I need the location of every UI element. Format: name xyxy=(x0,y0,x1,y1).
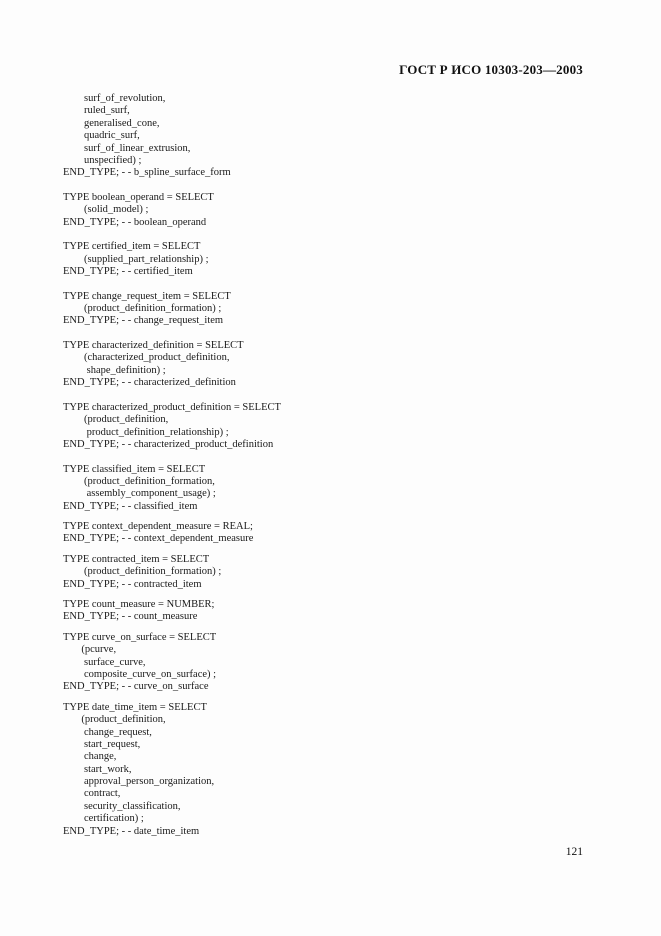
code-line: TYPE date_time_item = SELECT xyxy=(63,701,207,713)
code-line: END_TYPE; - - characterized_product_definition xyxy=(63,438,274,450)
code-line: TYPE context_dependent_measure = REAL; xyxy=(63,521,253,533)
code-line: (product_definition, xyxy=(63,714,166,726)
code-line: END_TYPE; - - change_request_item xyxy=(63,315,224,327)
code-line: END_TYPE; - - certified_item xyxy=(63,266,193,278)
code-block-b-spline-surface-form xyxy=(63,93,603,180)
code-block-contracted-item xyxy=(63,554,603,591)
code-block-characterized-definition xyxy=(63,340,603,390)
code-line: END_TYPE; - - count_measure xyxy=(63,611,198,623)
code-line: TYPE count_measure = NUMBER; xyxy=(63,599,215,611)
code-line: END_TYPE; - - contracted_item xyxy=(63,578,202,590)
code-line: TYPE curve_on_surface = SELECT xyxy=(63,631,217,643)
code-line: shape_definition) ; xyxy=(63,364,166,376)
code-line: (characterized_product_definition, xyxy=(63,352,230,364)
code-line: product_definition_relationship) ; xyxy=(63,426,229,438)
code-line: start_work, xyxy=(63,763,132,775)
code-line: unspecified) ; xyxy=(63,154,142,166)
code-line: TYPE contracted_item = SELECT xyxy=(63,553,210,565)
code-block-classified-item xyxy=(63,464,603,514)
code-line: change_request, xyxy=(63,726,152,738)
code-line: (supplied_part_relationship) ; xyxy=(63,253,209,265)
code-block-boolean-operand xyxy=(63,192,603,229)
code-block-change-request-item xyxy=(63,291,603,328)
code-line: surf_of_revolution, xyxy=(63,93,166,104)
code-line: TYPE characterized_product_definition = SELECT xyxy=(63,401,281,413)
code-block-count-measure xyxy=(63,599,603,624)
code-block-certified-item xyxy=(63,241,603,278)
code-line: TYPE change_request_item = SELECT xyxy=(63,290,231,302)
code-line: TYPE certified_item = SELECT xyxy=(63,241,201,253)
code-line: approval_person_organization, xyxy=(63,776,215,788)
code-line: quadric_surf, xyxy=(63,130,140,142)
page-number: 121 xyxy=(565,846,583,858)
code-line: END_TYPE; - - classified_item xyxy=(63,500,198,512)
standard-header: ГОСТ Р ИСО 10303-203—2003 xyxy=(399,62,583,77)
code-line: start_request, xyxy=(63,738,141,750)
code-line: (solid_model) ; xyxy=(63,204,149,216)
code-line: (product_definition, xyxy=(63,414,169,426)
code-line: security_classification, xyxy=(63,800,181,812)
express-code-listing xyxy=(63,93,603,838)
code-line: generalised_cone, xyxy=(63,117,160,129)
code-line: END_TYPE; - - context_dependent_measure xyxy=(63,533,254,545)
code-line: END_TYPE; - - characterized_definition xyxy=(63,377,236,389)
code-line: END_TYPE; - - date_time_item xyxy=(63,825,200,837)
code-line: contract, xyxy=(63,788,121,800)
code-line: surface_curve, xyxy=(63,656,146,668)
code-line: assembly_component_usage) ; xyxy=(63,488,216,500)
code-block-context-dependent-measure xyxy=(63,521,603,546)
code-line: (product_definition_formation) ; xyxy=(63,303,222,315)
code-line: ruled_surf, xyxy=(63,105,130,117)
code-line: surf_of_linear_extrusion, xyxy=(63,142,191,154)
code-line: END_TYPE; - - boolean_operand xyxy=(63,216,207,228)
code-block-characterized-product-definition xyxy=(63,402,603,452)
code-line: change, xyxy=(63,751,117,763)
code-line: (pcurve, xyxy=(63,644,117,656)
code-line: (product_definition_formation, xyxy=(63,475,215,487)
code-line: certification) ; xyxy=(63,813,144,825)
code-block-date-time-item xyxy=(63,702,603,838)
code-line: (product_definition_formation) ; xyxy=(63,566,222,578)
code-line: END_TYPE; - - b_spline_surface_form xyxy=(63,167,231,179)
code-block-curve-on-surface xyxy=(63,632,603,694)
code-line: END_TYPE; - - curve_on_surface xyxy=(63,681,209,693)
code-line: composite_curve_on_surface) ; xyxy=(63,668,217,680)
code-line: TYPE characterized_definition = SELECT xyxy=(63,340,244,351)
code-line: TYPE classified_item = SELECT xyxy=(63,463,206,475)
code-line: TYPE boolean_operand = SELECT xyxy=(63,191,214,203)
